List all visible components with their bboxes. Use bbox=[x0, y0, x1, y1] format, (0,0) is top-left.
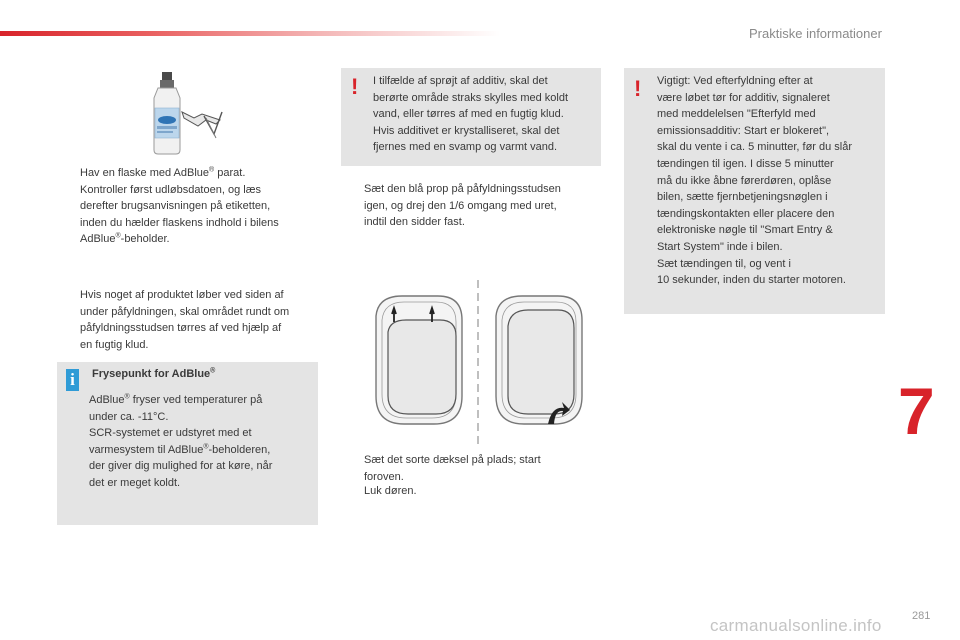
warning-box-text: I tilfælde af sprøjt af additiv, skal det berørte område straks skylles med koldt vand, eller tørres af med en fugtig klud. Hvis additivet er krystalliseret, skal det fjernes med en svamp og varmt vand. bbox=[373, 75, 569, 154]
info-box-text: AdBlue® fryser ved temperaturer på under ca. -11°C. SCR-systemet er udstyret med et varmesystem til AdBlue®-beholderen, der giver dig mulighed for at køre, når det er meget koldt. bbox=[89, 393, 273, 489]
adblue-bottle-illustration bbox=[136, 68, 232, 158]
step-fill-bottle: Hav en flaske med AdBlue® parat. Kontroller først udløbsdatoen, og læs derefter brugsanvisningen på etiketten, inden du hælder flaskens indhold i bilens AdBlue®-beholder. bbox=[80, 166, 279, 246]
watermark: carmanualsonline.info bbox=[710, 616, 882, 635]
step-spill-cleanup: Hvis noget af produktet løber ved siden af under påfyldningen, skal området rundt om påfyldningsstudsen tørres af ved hjælp af en fugtig klud. bbox=[80, 289, 290, 351]
info-box-freezing bbox=[57, 362, 318, 525]
filler-cover-illustration bbox=[358, 276, 598, 448]
step-blue-cap: Sæt den blå prop på påfyldningsstudsen igen, og drej den 1/6 omgang med uret, indtil den sidder fast. bbox=[364, 183, 561, 229]
step-close-door: Luk døren. bbox=[364, 485, 417, 497]
warning-box-splash bbox=[341, 68, 601, 166]
section-title: Praktiske informationer bbox=[749, 26, 882, 41]
step-black-cover: Sæt det sorte dæksel på plads; start foroven. bbox=[364, 454, 541, 483]
page-number: 281 bbox=[912, 610, 931, 622]
chapter-number: 7 bbox=[898, 374, 935, 448]
header-accent-bar bbox=[0, 31, 500, 36]
warning-box-restart bbox=[624, 68, 885, 314]
exclamation-icon: ! bbox=[634, 76, 642, 101]
info-icon: i bbox=[66, 369, 79, 391]
exclamation-icon: ! bbox=[351, 74, 359, 99]
info-box-title: Frysepunkt for AdBlue® bbox=[92, 367, 216, 380]
warning-box-text: Vigtigt: Ved efterfyldning efter at være løbet tør for additiv, signaleret med meddelelsen "Efterfyld med emissionsadditiv: Start er blokeret", skal du vente i ca. 5 minutter, før du slår tændingen til igen. I disse 5 minutter må du ikke åbne førerdøren, oplåse bilen, sætte fjernbetjeningsnøglen i tændingskontakten eller placere den elektroniske nøgle til "Smart Entry & Start System" inde i bilen. Sæt tændingen til, og vent i 10 sekunder, inden du starter motoren. bbox=[657, 75, 853, 287]
